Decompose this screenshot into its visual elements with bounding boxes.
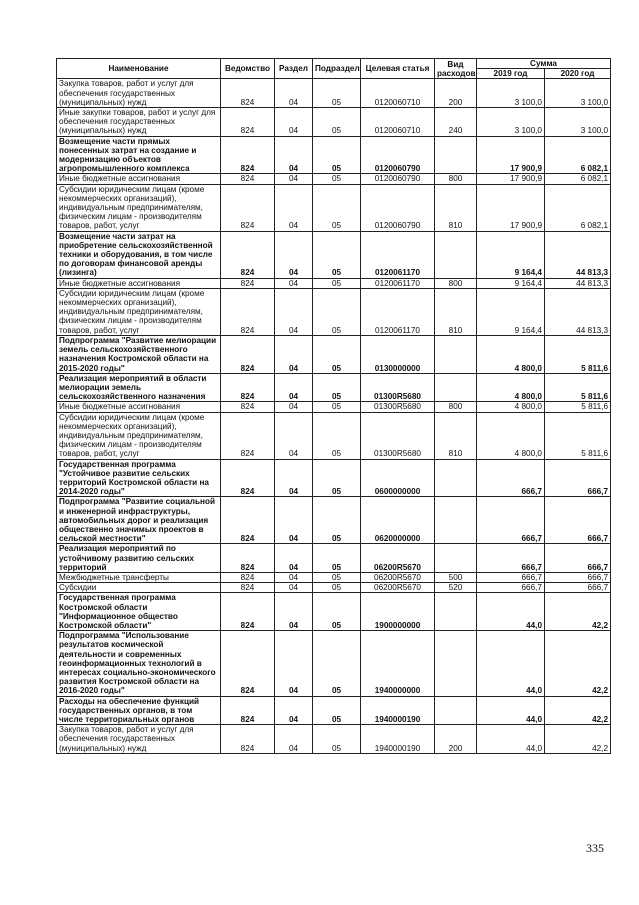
cell-2019: 17 900,9 xyxy=(477,174,545,184)
cell-target: 0120060790 xyxy=(361,174,435,184)
cell-dept: 824 xyxy=(221,459,275,497)
cell-dept: 824 xyxy=(221,412,275,459)
cell-2020: 5 811,6 xyxy=(545,335,611,373)
cell-dept: 824 xyxy=(221,583,275,593)
cell-dept: 824 xyxy=(221,497,275,544)
cell-target: 1940000000 xyxy=(361,631,435,696)
cell-name: Подпрограмма "Использование результатов космической деятельности и современных геоинформационных технологий в интересах социально-экономического развития Костромской области на 2016-2020 годы" xyxy=(57,631,221,696)
cell-section: 04 xyxy=(275,79,313,108)
cell-target: 0120061170 xyxy=(361,288,435,335)
cell-exp-type: 200 xyxy=(435,725,477,754)
cell-2019: 44,0 xyxy=(477,631,545,696)
cell-subsection: 05 xyxy=(313,497,361,544)
cell-dept: 824 xyxy=(221,231,275,278)
cell-exp-type xyxy=(435,696,477,725)
header-sum: Сумма xyxy=(477,59,611,69)
cell-2020: 42,2 xyxy=(545,725,611,754)
cell-exp-type xyxy=(435,544,477,573)
cell-2020: 42,2 xyxy=(545,631,611,696)
cell-2019: 9 164,4 xyxy=(477,231,545,278)
cell-2019: 666,7 xyxy=(477,544,545,573)
cell-2020: 6 082,1 xyxy=(545,184,611,231)
cell-name: Субсидии юридическим лицам (кроме некоммерческих организаций), индивидуальным предпринимателям, физическим лицам - производителям товаров, работ, услуг xyxy=(57,184,221,231)
cell-name: Субсидии юридическим лицам (кроме некоммерческих организаций), индивидуальным предпринимателям, физическим лицам - производителям товаров, работ, услуг xyxy=(57,288,221,335)
cell-exp-type xyxy=(435,335,477,373)
cell-name: Межбюджетные трансферты xyxy=(57,572,221,582)
cell-section: 04 xyxy=(275,335,313,373)
cell-2020: 3 100,0 xyxy=(545,108,611,137)
header-subsection: Подраздел xyxy=(313,59,361,79)
cell-name: Подпрограмма "Развитие социальной и инженерной инфраструктуры, автомобильных дорог и реализация общественно значимых проектов в сельской местности" xyxy=(57,497,221,544)
cell-exp-type xyxy=(435,593,477,631)
table-row xyxy=(57,725,611,754)
cell-section: 04 xyxy=(275,459,313,497)
cell-target: 0120060790 xyxy=(361,136,435,174)
table-row xyxy=(57,497,611,544)
cell-name: Иные бюджетные ассигнования xyxy=(57,174,221,184)
cell-2020: 6 082,1 xyxy=(545,136,611,174)
cell-target: 1900000000 xyxy=(361,593,435,631)
cell-dept: 824 xyxy=(221,373,275,402)
cell-2020: 5 811,6 xyxy=(545,373,611,402)
cell-section: 04 xyxy=(275,725,313,754)
cell-2019: 3 100,0 xyxy=(477,108,545,137)
cell-dept: 824 xyxy=(221,402,275,412)
cell-2019: 44,0 xyxy=(477,725,545,754)
cell-target: 01300R5680 xyxy=(361,412,435,459)
table-row xyxy=(57,136,611,174)
cell-target: 0120060710 xyxy=(361,108,435,137)
cell-section: 04 xyxy=(275,402,313,412)
cell-exp-type: 500 xyxy=(435,572,477,582)
cell-section: 04 xyxy=(275,412,313,459)
cell-section: 04 xyxy=(275,572,313,582)
table-row xyxy=(57,335,611,373)
cell-subsection: 05 xyxy=(313,631,361,696)
cell-subsection: 05 xyxy=(313,593,361,631)
cell-target: 0120060710 xyxy=(361,79,435,108)
cell-target: 06200R5670 xyxy=(361,572,435,582)
table-row xyxy=(57,402,611,412)
cell-2020: 3 100,0 xyxy=(545,79,611,108)
cell-target: 0620000000 xyxy=(361,497,435,544)
cell-name: Возмещение части затрат на приобретение сельскохозяйственной техники и оборудования, в том числе по договорам финансовой аренды (лизинга) xyxy=(57,231,221,278)
table-row xyxy=(57,174,611,184)
table-row xyxy=(57,572,611,582)
cell-name: Реализация мероприятий по устойчивому развитию сельских территорий xyxy=(57,544,221,573)
cell-dept: 824 xyxy=(221,593,275,631)
cell-section: 04 xyxy=(275,136,313,174)
cell-2019: 3 100,0 xyxy=(477,79,545,108)
cell-dept: 824 xyxy=(221,108,275,137)
budget-table xyxy=(56,58,611,754)
cell-name: Расходы на обеспечение функций государственных органов, в том числе территориальных органов xyxy=(57,696,221,725)
cell-2020: 666,7 xyxy=(545,544,611,573)
cell-section: 04 xyxy=(275,373,313,402)
cell-subsection: 05 xyxy=(313,583,361,593)
cell-dept: 824 xyxy=(221,79,275,108)
cell-subsection: 05 xyxy=(313,725,361,754)
cell-exp-type: 800 xyxy=(435,278,477,288)
cell-2020: 5 811,6 xyxy=(545,402,611,412)
table-row xyxy=(57,544,611,573)
cell-name: Подпрограмма "Развитие мелиорации земель сельскохозяйственного назначения Костромской области на 2015-2020 годы" xyxy=(57,335,221,373)
cell-exp-type: 810 xyxy=(435,288,477,335)
cell-subsection: 05 xyxy=(313,373,361,402)
cell-dept: 824 xyxy=(221,184,275,231)
cell-subsection: 05 xyxy=(313,572,361,582)
cell-exp-type xyxy=(435,373,477,402)
header-target: Целевая статья xyxy=(361,59,435,79)
cell-exp-type: 800 xyxy=(435,174,477,184)
cell-dept: 824 xyxy=(221,278,275,288)
cell-2020: 5 811,6 xyxy=(545,412,611,459)
cell-name: Реализация мероприятий в области мелиорации земель сельскохозяйственного назначения xyxy=(57,373,221,402)
cell-exp-type: 520 xyxy=(435,583,477,593)
page-number: 335 xyxy=(586,841,604,855)
cell-name: Возмещение части прямых понесенных затрат на создание и модернизацию объектов агропромышленного комплекса xyxy=(57,136,221,174)
cell-2019: 17 900,9 xyxy=(477,136,545,174)
header-2019: 2019 год xyxy=(477,69,545,79)
cell-2019: 666,7 xyxy=(477,583,545,593)
table-row xyxy=(57,459,611,497)
cell-target: 0120060790 xyxy=(361,184,435,231)
cell-section: 04 xyxy=(275,593,313,631)
cell-2019: 9 164,4 xyxy=(477,288,545,335)
header-2020: 2020 год xyxy=(545,69,611,79)
cell-name: Субсидии xyxy=(57,583,221,593)
cell-target: 1940000190 xyxy=(361,725,435,754)
cell-subsection: 05 xyxy=(313,108,361,137)
cell-exp-type: 800 xyxy=(435,402,477,412)
cell-2019: 4 800,0 xyxy=(477,412,545,459)
cell-name: Государственная программа "Устойчивое развитие сельских территорий Костромской области на 2014-2020 годы" xyxy=(57,459,221,497)
cell-dept: 824 xyxy=(221,631,275,696)
cell-dept: 824 xyxy=(221,174,275,184)
cell-exp-type: 810 xyxy=(435,184,477,231)
cell-2019: 4 800,0 xyxy=(477,335,545,373)
cell-subsection: 05 xyxy=(313,184,361,231)
cell-section: 04 xyxy=(275,583,313,593)
cell-target: 0130000000 xyxy=(361,335,435,373)
cell-2020: 666,7 xyxy=(545,459,611,497)
cell-name: Иные бюджетные ассигнования xyxy=(57,278,221,288)
cell-target: 1940000190 xyxy=(361,696,435,725)
cell-2019: 44,0 xyxy=(477,593,545,631)
cell-2020: 42,2 xyxy=(545,696,611,725)
cell-2019: 666,7 xyxy=(477,497,545,544)
cell-2020: 44 813,3 xyxy=(545,278,611,288)
table-row xyxy=(57,108,611,137)
cell-dept: 824 xyxy=(221,288,275,335)
cell-2019: 4 800,0 xyxy=(477,402,545,412)
cell-subsection: 05 xyxy=(313,79,361,108)
cell-section: 04 xyxy=(275,108,313,137)
cell-subsection: 05 xyxy=(313,278,361,288)
cell-2020: 666,7 xyxy=(545,497,611,544)
table-row xyxy=(57,184,611,231)
cell-dept: 824 xyxy=(221,696,275,725)
cell-dept: 824 xyxy=(221,572,275,582)
cell-section: 04 xyxy=(275,184,313,231)
cell-2019: 666,7 xyxy=(477,459,545,497)
cell-section: 04 xyxy=(275,696,313,725)
table-row xyxy=(57,231,611,278)
cell-target: 0600000000 xyxy=(361,459,435,497)
header-section: Раздел xyxy=(275,59,313,79)
cell-2020: 44 813,3 xyxy=(545,288,611,335)
cell-section: 04 xyxy=(275,544,313,573)
cell-name: Закупка товаров, работ и услуг для обеспечения государственных (муниципальных) нужд xyxy=(57,79,221,108)
header-name: Наименование xyxy=(57,59,221,79)
cell-subsection: 05 xyxy=(313,136,361,174)
table-row xyxy=(57,288,611,335)
cell-subsection: 05 xyxy=(313,231,361,278)
cell-2020: 42,2 xyxy=(545,593,611,631)
cell-target: 06200R5670 xyxy=(361,544,435,573)
table-row xyxy=(57,412,611,459)
cell-2019: 17 900,9 xyxy=(477,184,545,231)
cell-section: 04 xyxy=(275,231,313,278)
cell-2020: 666,7 xyxy=(545,572,611,582)
cell-section: 04 xyxy=(275,288,313,335)
cell-dept: 824 xyxy=(221,725,275,754)
cell-exp-type xyxy=(435,497,477,544)
cell-subsection: 05 xyxy=(313,402,361,412)
cell-2019: 9 164,4 xyxy=(477,278,545,288)
cell-subsection: 05 xyxy=(313,288,361,335)
table-row xyxy=(57,373,611,402)
header-dept: Ведомство xyxy=(221,59,275,79)
cell-section: 04 xyxy=(275,278,313,288)
cell-name: Закупка товаров, работ и услуг для обеспечения государственных (муниципальных) нужд xyxy=(57,725,221,754)
cell-exp-type: 810 xyxy=(435,412,477,459)
cell-section: 04 xyxy=(275,174,313,184)
cell-exp-type: 200 xyxy=(435,79,477,108)
cell-target: 01300R5680 xyxy=(361,373,435,402)
table-row xyxy=(57,631,611,696)
table-row xyxy=(57,696,611,725)
cell-target: 06200R5670 xyxy=(361,583,435,593)
table-row xyxy=(57,593,611,631)
cell-subsection: 05 xyxy=(313,544,361,573)
table-row xyxy=(57,583,611,593)
cell-exp-type xyxy=(435,136,477,174)
cell-target: 0120061170 xyxy=(361,278,435,288)
header-exp-type: Вид расходов xyxy=(435,59,477,79)
cell-subsection: 05 xyxy=(313,696,361,725)
cell-exp-type xyxy=(435,631,477,696)
cell-subsection: 05 xyxy=(313,335,361,373)
cell-subsection: 05 xyxy=(313,412,361,459)
cell-name: Государственная программа Костромской области "Информационное общество Костромской области" xyxy=(57,593,221,631)
cell-name: Иные закупки товаров, работ и услуг для обеспечения государственных (муниципальных) нужд xyxy=(57,108,221,137)
cell-dept: 824 xyxy=(221,136,275,174)
cell-2019: 4 800,0 xyxy=(477,373,545,402)
cell-section: 04 xyxy=(275,497,313,544)
cell-exp-type xyxy=(435,459,477,497)
cell-section: 04 xyxy=(275,631,313,696)
cell-dept: 824 xyxy=(221,335,275,373)
cell-target: 01300R5680 xyxy=(361,402,435,412)
table-row xyxy=(57,278,611,288)
cell-subsection: 05 xyxy=(313,174,361,184)
table-row xyxy=(57,79,611,108)
cell-2019: 666,7 xyxy=(477,572,545,582)
cell-exp-type xyxy=(435,231,477,278)
cell-exp-type: 240 xyxy=(435,108,477,137)
cell-2020: 44 813,3 xyxy=(545,231,611,278)
cell-target: 0120061170 xyxy=(361,231,435,278)
cell-2020: 6 082,1 xyxy=(545,174,611,184)
cell-2020: 666,7 xyxy=(545,583,611,593)
cell-name: Иные бюджетные ассигнования xyxy=(57,402,221,412)
cell-subsection: 05 xyxy=(313,459,361,497)
cell-dept: 824 xyxy=(221,544,275,573)
cell-2019: 44,0 xyxy=(477,696,545,725)
cell-name: Субсидии юридическим лицам (кроме некоммерческих организаций), индивидуальным предпринимателям, физическим лицам - производителям товаров, работ, услуг xyxy=(57,412,221,459)
